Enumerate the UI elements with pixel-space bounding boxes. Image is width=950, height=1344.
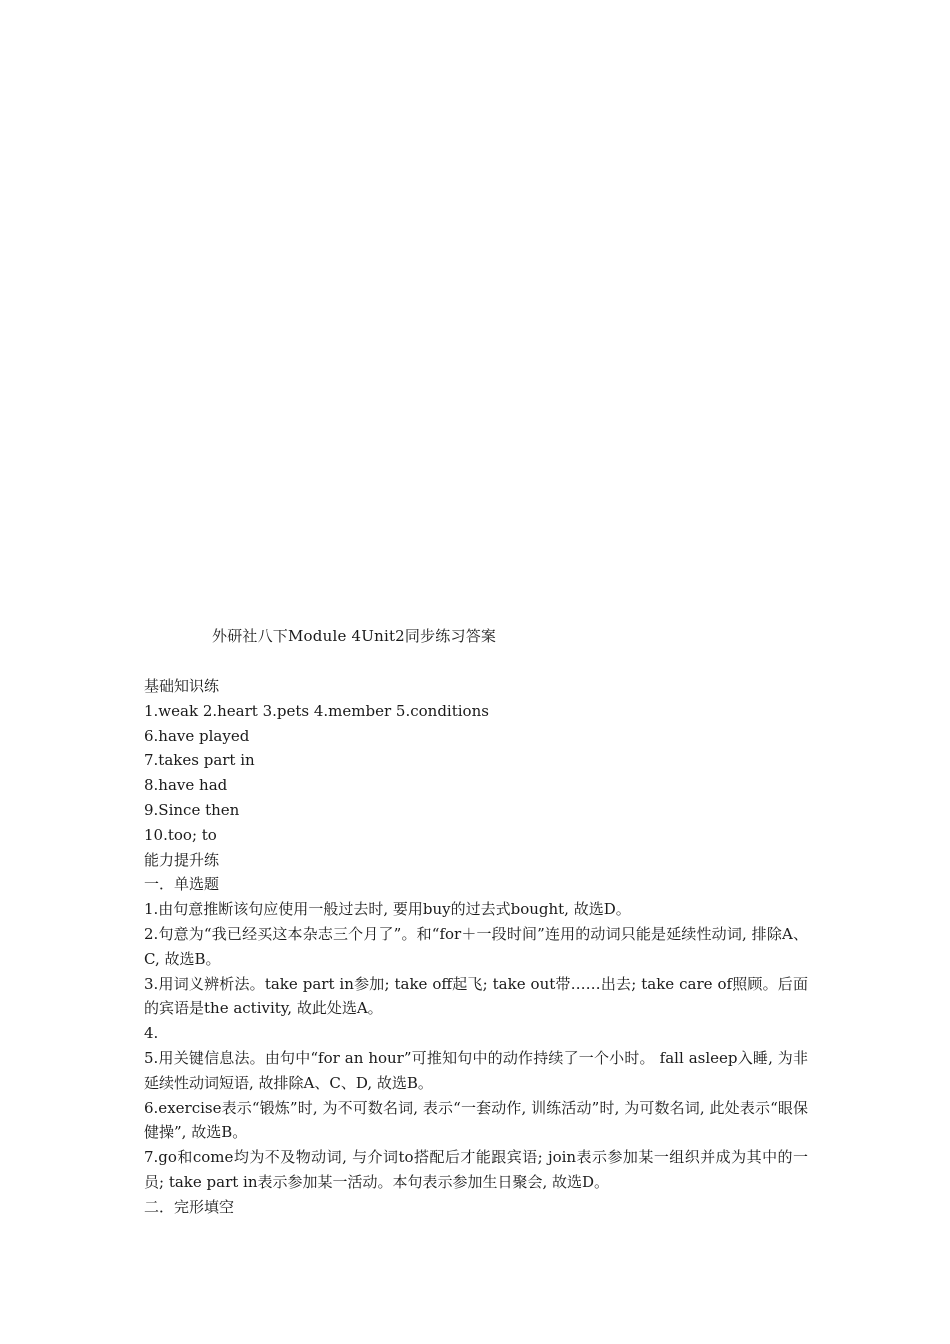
document-title: 外研社八下Module 4Unit2同步练习答案 (212, 627, 497, 645)
answer-line: 10.too; to (144, 825, 217, 844)
explanation-item: 6.exercise表示“锻炼”时, 为不可数名词, 表示“一套动作, 训练活动”时, 为可数名词, 此处表示“眼保健操”, 故选B。 (144, 1098, 808, 1142)
explanation-item: 7.go和come均为不及物动词, 与介词to搭配后才能跟宾语; join表示参加某一组织并成为其中的一员; take part in表示参加某一活动。本句表示参加生日聚会, 故选D。 (144, 1148, 808, 1191)
section-heading-basic: 基础知识练 (144, 677, 220, 695)
explanation-item: 4. (144, 1024, 159, 1043)
subsection-heading-single-choice: 一．单选题 (144, 875, 220, 894)
answer-line: 6.have played (144, 726, 250, 745)
answer-line: 7.takes part in (144, 751, 255, 770)
explanation-item: 2.句意为“我已经买这本杂志三个月了”。和“for＋一段时间”连用的动词只能是延续性动词, 排除A、 C, 故选B。 (144, 924, 808, 968)
explanation-item: 5.用关键信息法。由句中“for an hour”可推知句中的动作持续了一个小时。 fall asleep入睡, 为非延续性动词短语, 故排除A、C、D, 故选B。 (144, 1048, 808, 1092)
answer-line: 9.Since then (144, 800, 240, 819)
explanation-item: 3.用词义辨析法。take part in参加; take off起飞; take out带……出去; take care of照顾。后面的宾语是the activity, 故此处选A。 (144, 974, 808, 1018)
document-body (144, 674, 808, 1220)
answer-line: 8.have had (144, 776, 228, 795)
explanation-item: 1.由句意推断该句应使用一般过去时, 要用buy的过去式bought, 故选D。 (144, 900, 631, 919)
subsection-heading-cloze: 二．完形填空 (144, 1197, 235, 1216)
answer-line: 1.weak 2.heart 3.pets 4.member 5.conditions (144, 701, 489, 720)
section-heading-advanced: 能力提升练 (144, 850, 220, 869)
